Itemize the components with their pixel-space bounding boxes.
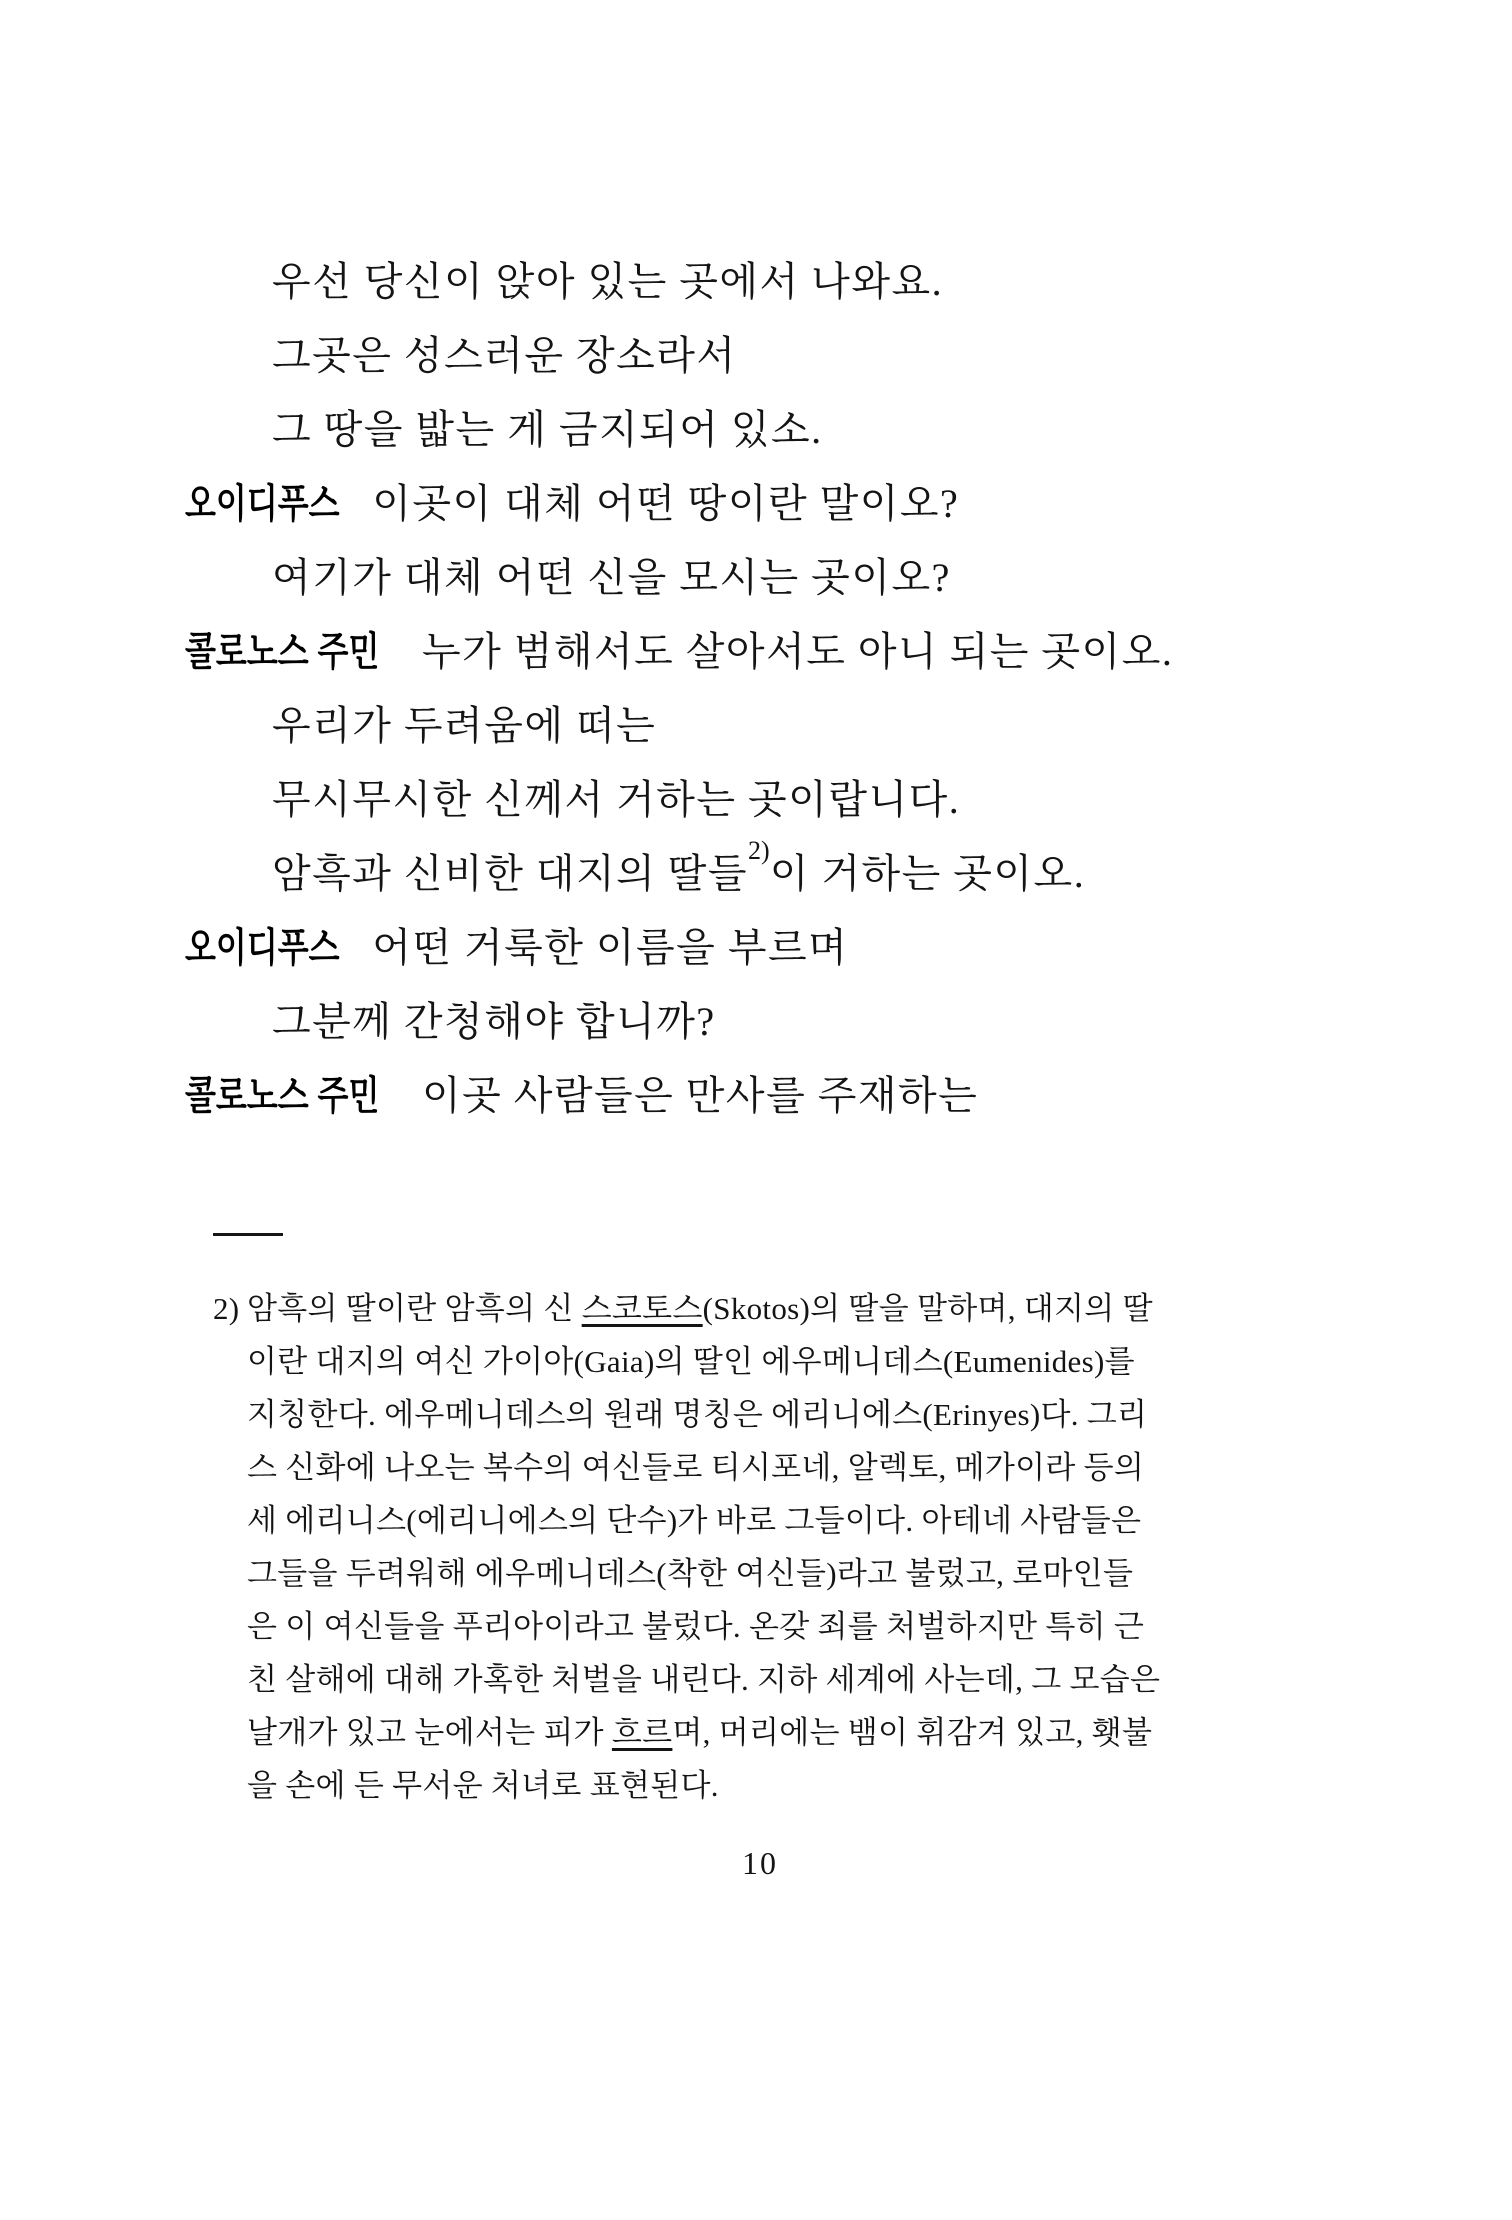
footnote-text: 지칭한다. 에우메니데스의 원래 명칭은 에리니에스(Erinyes)다. 그리: [247, 1397, 1148, 1432]
dialogue-line: [185, 985, 1405, 1059]
dialogue-line: [185, 837, 1405, 911]
dialogue-text: 우선 당신이 앉아 있는 곳에서 나와요.: [272, 259, 944, 304]
dialogue-line: [185, 319, 1405, 393]
footnote-line: [213, 1441, 1373, 1494]
footnote-line: [213, 1494, 1373, 1547]
dialogue-text: 여기가 대체 어떤 신을 모시는 곳이오?: [272, 555, 951, 600]
dialogue-text: 그 땅을 밟는 게 금지되어 있소.: [272, 407, 823, 452]
footnote-line: [213, 1600, 1373, 1653]
footnote-text: 은 이 여신들을 푸리아이라고 불렀다. 온갖 죄를 처벌하지만 특히 근: [247, 1609, 1145, 1644]
dialogue-text: 그분께 간청해야 합니까?: [272, 999, 716, 1044]
footnote-text: 날개가 있고 눈에서는 피가: [247, 1715, 612, 1750]
footnote-text: 암흑의 딸이란 암흑의 신: [247, 1291, 582, 1326]
footnote-text: 그들을 두려워해 에우메니데스(착한 여신들)라고 불렀고, 로마인들: [247, 1556, 1134, 1591]
dialogue-text: 이 거하는 곳이오.: [769, 851, 1086, 896]
footnote-line: [213, 1282, 1373, 1335]
footnote-text-underlined: 스코토스: [581, 1291, 703, 1326]
footnote-block: [213, 1282, 1373, 1812]
footnote-line: [213, 1759, 1373, 1812]
footnote-line: [213, 1335, 1373, 1388]
dialogue-block: [185, 245, 1405, 1133]
footnote-separator: [213, 1233, 283, 1236]
dialogue-text: 우리가 두려움에 떠는: [272, 703, 657, 748]
footnote-reference: 2): [748, 835, 770, 865]
footnote-text: 세 에리니스(에리니에스의 단수)가 바로 그들이다. 아테네 사람들은: [247, 1503, 1142, 1538]
dialogue-text: 그곳은 성스러운 장소라서: [272, 333, 737, 378]
footnote-text: 이란 대지의 여신 가이아(Gaia)의 딸인 에우메니데스(Eumenides)를: [247, 1344, 1135, 1379]
footnote-text: 스 신화에 나오는 복수의 여신들로 티시포네, 알렉토, 메가이라 등의: [247, 1450, 1145, 1485]
footnote-text: 을 손에 든 무서운 처녀로 표현된다.: [247, 1768, 719, 1803]
footnote-text: 친 살해에 대해 가혹한 처벌을 내린다. 지하 세계에 사는데, 그 모습은: [247, 1662, 1161, 1697]
speaker-name: 콜로노스 주민: [185, 630, 380, 674]
speaker-name: 오이디푸스: [185, 926, 340, 970]
dialogue-text: 누가 범해서도 살아서도 아니 되는 곳이오.: [421, 629, 1174, 674]
footnote-line: [213, 1706, 1373, 1759]
dialogue-text: 암흑과 신비한 대지의 딸들: [272, 851, 749, 896]
footnote-line: [213, 1547, 1373, 1600]
speaker-name: 콜로노스 주민: [185, 1074, 380, 1118]
dialogue-line: [185, 541, 1405, 615]
dialogue-line: [185, 689, 1405, 763]
footnote-text: 며, 머리에는 뱀이 휘감겨 있고, 횃불: [672, 1715, 1153, 1750]
speaker-name: 오이디푸스: [185, 482, 340, 526]
dialogue-line: [185, 615, 1405, 689]
dialogue-line: [185, 467, 1405, 541]
dialogue-line: [185, 393, 1405, 467]
dialogue-line: [185, 911, 1405, 985]
page-number: 10: [742, 1845, 778, 1881]
dialogue-line: [185, 1059, 1405, 1133]
dialogue-text: 이곳이 대체 어떤 땅이란 말이오?: [372, 481, 960, 526]
footnote-line: [213, 1388, 1373, 1441]
dialogue-line: [185, 245, 1405, 319]
footnote-text-underlined: 흐르: [611, 1715, 673, 1750]
dialogue-text: 이곳 사람들은 만사를 주재하는: [421, 1073, 979, 1118]
dialogue-text: 어떤 거룩한 이름을 부르며: [372, 925, 849, 970]
dialogue-line: [185, 763, 1405, 837]
dialogue-text: 무시무시한 신께서 거하는 곳이랍니다.: [272, 777, 961, 822]
footnote-line: [213, 1653, 1373, 1706]
footnote-marker: 2): [213, 1291, 240, 1326]
footnote-text: (Skotos)의 딸을 말하며, 대지의 딸: [702, 1291, 1153, 1326]
